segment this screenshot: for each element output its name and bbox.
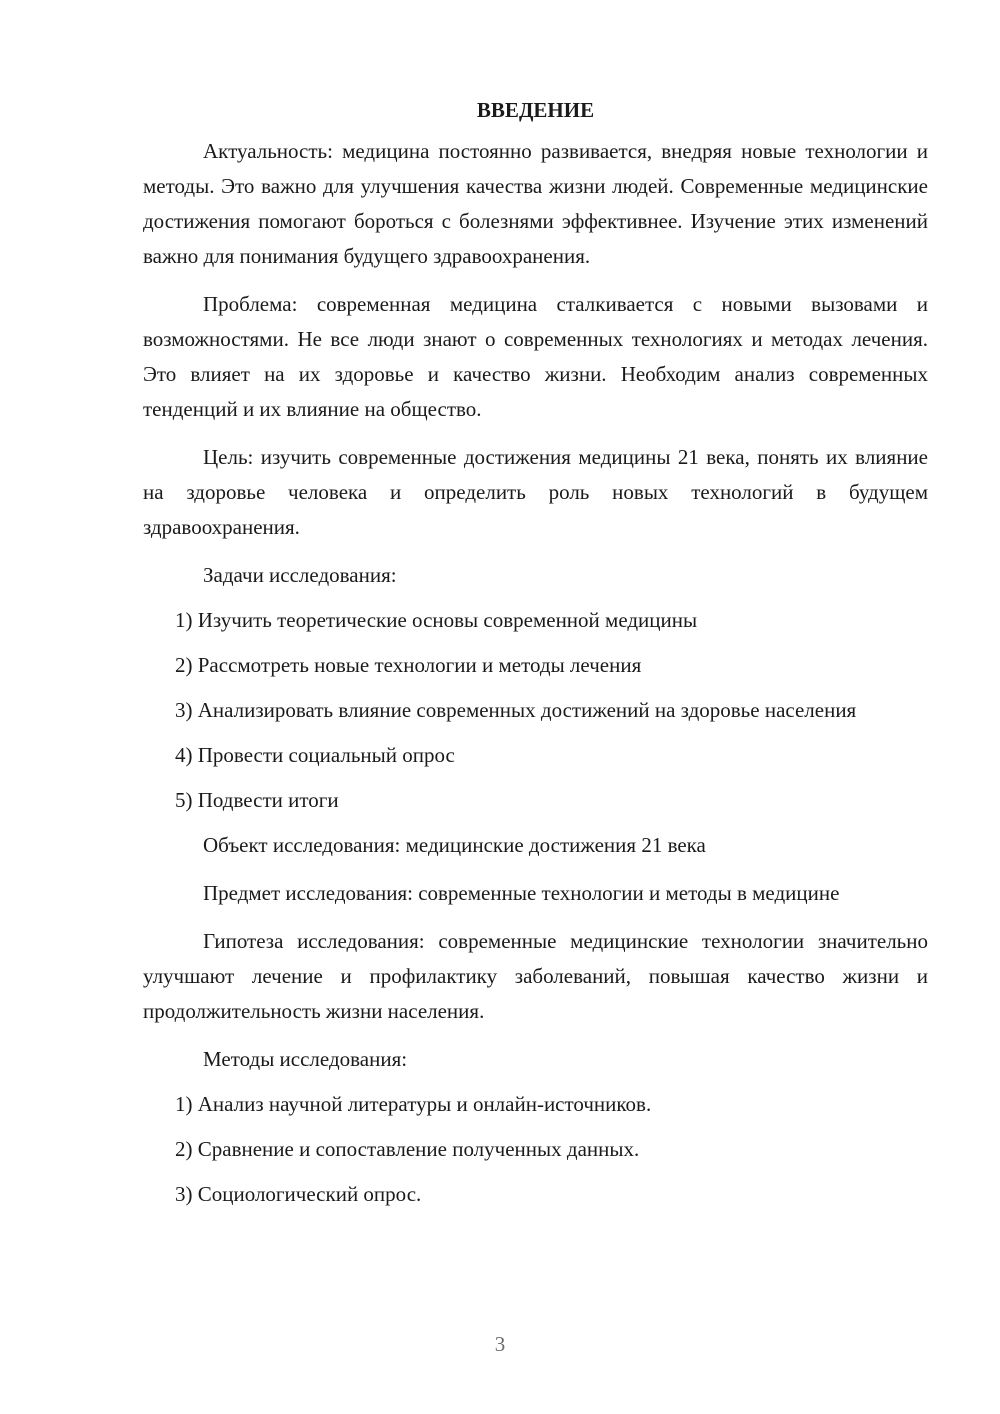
tasks-heading: Задачи исследования: bbox=[203, 563, 397, 587]
problem-paragraph: Проблема: современная медицина сталкивается с новыми вызовами и возможностями. Не все люди знают о современных технологиях и методах лечения. Это влияет на их здоровье и качество жизни. Необходим анализ современных тенденций и их влияние на общество. bbox=[143, 292, 928, 421]
task-item-4: 4) Провести социальный опрос bbox=[175, 743, 455, 767]
hypothesis-paragraph: Гипотеза исследования: современные медицинские технологии значительно улучшают лечение и профилактику заболеваний, повышая качество жизни и продолжительность жизни населения. bbox=[143, 929, 928, 1023]
task-item-1: 1) Изучить теоретические основы современной медицины bbox=[175, 608, 698, 632]
task-item-2: 2) Рассмотреть новые технологии и методы лечения bbox=[175, 653, 642, 677]
relevance-paragraph: Актуальность: медицина постоянно развивается, внедряя новые технологии и методы. Это важно для улучшения качества жизни людей. Современные медицинские достижения помогают бороться с болезнями эффективнее. Изучение этих изменений важно для понимания будущего здравоохранения. bbox=[143, 139, 928, 268]
method-item-3: 3) Социологический опрос. bbox=[175, 1182, 422, 1206]
goal-paragraph: Цель: изучить современные достижения медицины 21 века, понять их влияние на здоровье человека и определить роль новых технологий в будущем здравоохранения. bbox=[143, 445, 928, 539]
method-item-1: 1) Анализ научной литературы и онлайн-источников. bbox=[175, 1092, 652, 1116]
task-item-5: 5) Подвести итоги bbox=[175, 788, 339, 812]
page-number: 3 bbox=[494, 1332, 506, 1356]
task-item-3: 3) Анализировать влияние современных достижений на здоровье населения bbox=[175, 698, 857, 722]
methods-heading: Методы исследования: bbox=[203, 1047, 408, 1071]
document-page bbox=[143, 93, 928, 1222]
method-item-2: 2) Сравнение и сопоставление полученных данных. bbox=[175, 1137, 640, 1161]
object-paragraph: Объект исследования: медицинские достижения 21 века bbox=[203, 833, 706, 857]
subject-paragraph: Предмет исследования: современные технологии и методы в медицине bbox=[203, 881, 840, 905]
section-title: ВВЕДЕНИЕ bbox=[476, 98, 595, 122]
